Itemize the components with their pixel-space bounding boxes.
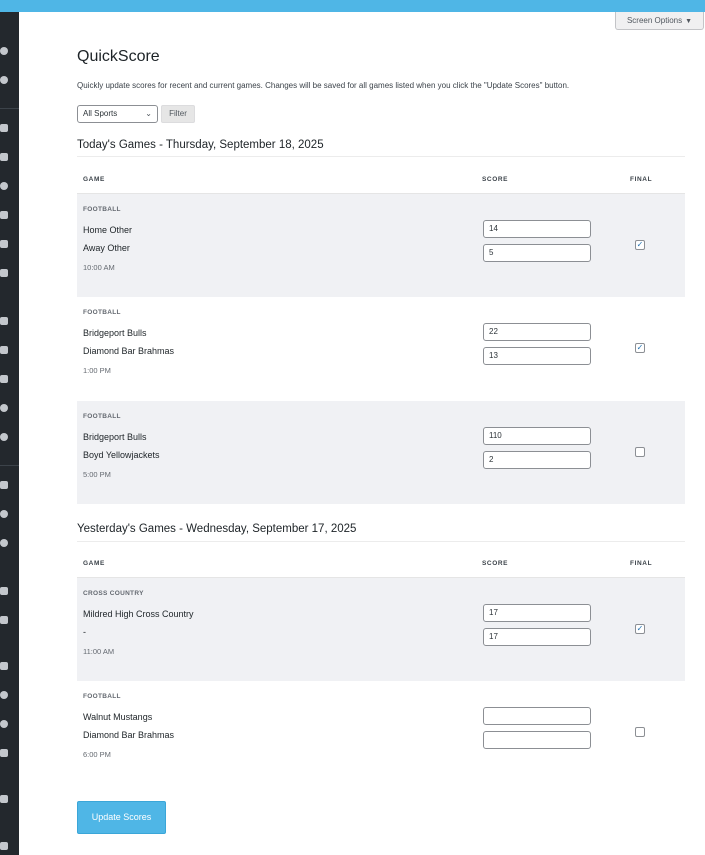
column-header-game: GAME — [83, 176, 105, 183]
scoreboard-icon[interactable] — [0, 433, 8, 441]
home-score-input[interactable]: 22 — [483, 323, 591, 341]
screen-options-label: Screen Options — [626, 16, 683, 25]
list-icon[interactable] — [0, 691, 8, 699]
calendar-icon[interactable] — [0, 375, 8, 383]
folder-icon[interactable] — [0, 749, 8, 757]
checkmark-icon: ✓ — [636, 343, 644, 352]
away-score-input[interactable]: 13 — [483, 347, 591, 365]
section-divider — [77, 156, 685, 157]
checkmark-icon: ✓ — [636, 624, 644, 633]
away-team: Boyd Yellowjackets — [83, 450, 160, 460]
column-header-score: SCORE — [482, 176, 509, 183]
game-row — [77, 401, 685, 504]
home-team: Walnut Mustangs — [83, 712, 153, 722]
game-time: 5:00 PM — [83, 470, 111, 479]
sport-select-value: All Sports — [83, 109, 118, 118]
away-score-input[interactable]: 5 — [483, 244, 591, 262]
game-row — [77, 194, 685, 297]
pin-icon[interactable] — [0, 124, 8, 132]
away-score-input[interactable] — [483, 731, 591, 749]
sport-ball-icon[interactable] — [0, 404, 8, 412]
section-divider — [77, 541, 685, 542]
close-circle-icon[interactable] — [0, 720, 8, 728]
update-scores-button[interactable]: Update Scores — [77, 801, 166, 834]
column-header-final: FINAL — [630, 560, 653, 567]
game-sport: FOOTBALL — [83, 206, 121, 213]
tag-icon[interactable] — [0, 662, 8, 670]
music-icon[interactable] — [0, 317, 8, 325]
home-score-input[interactable] — [483, 707, 591, 725]
palette-icon[interactable] — [0, 539, 8, 547]
section-title-today: Today's Games - Thursday, September 18, 2025 — [77, 139, 324, 151]
caret-down-icon: ▼ — [685, 18, 693, 25]
sidebar-divider — [0, 108, 19, 109]
home-score-input[interactable]: 110 — [483, 427, 591, 445]
section-title-yesterday: Yesterday's Games - Wednesday, September 17, 2025 — [77, 523, 357, 535]
school-icon[interactable] — [0, 346, 8, 354]
away-team: Diamond Bar Brahmas — [83, 730, 175, 740]
game-time: 11:00 AM — [83, 647, 115, 656]
screen-options-button[interactable] — [615, 12, 704, 30]
grid-icon[interactable] — [0, 842, 8, 850]
final-checkbox[interactable] — [635, 343, 645, 353]
mail-icon[interactable] — [0, 481, 8, 489]
column-header-final: FINAL — [630, 176, 653, 183]
column-header-score: SCORE — [482, 560, 509, 567]
gear-icon[interactable] — [0, 510, 8, 518]
clock-icon[interactable] — [0, 76, 8, 84]
away-team: Away Other — [83, 243, 130, 253]
away-team: - — [83, 627, 86, 637]
home-score-input[interactable]: 14 — [483, 220, 591, 238]
home-team: Bridgeport Bulls — [83, 432, 147, 442]
final-checkbox[interactable] — [635, 447, 645, 457]
final-checkbox[interactable] — [635, 240, 645, 250]
dashboard-icon[interactable] — [0, 47, 8, 55]
home-team: Mildred High Cross Country — [83, 609, 194, 619]
away-score-input[interactable]: 2 — [483, 451, 591, 469]
game-row — [77, 681, 685, 781]
game-sport: CROSS COUNTRY — [83, 590, 144, 597]
final-checkbox[interactable] — [635, 624, 645, 634]
chevron-down-icon: ⌄ — [145, 109, 152, 118]
chart-icon[interactable] — [0, 795, 8, 803]
game-time: 6:00 PM — [83, 750, 111, 759]
building-icon[interactable] — [0, 616, 8, 624]
game-row — [77, 578, 685, 681]
share-icon[interactable] — [0, 153, 8, 161]
upload-icon[interactable] — [0, 269, 8, 277]
game-time: 10:00 AM — [83, 263, 115, 272]
filter-button[interactable]: Filter — [161, 105, 195, 123]
game-sport: FOOTBALL — [83, 693, 121, 700]
search-icon[interactable] — [0, 182, 8, 190]
page-description: Quickly update scores for recent and current games. Changes will be saved for all games listed when you click the "Update Scores" button. — [77, 81, 570, 90]
image-icon[interactable] — [0, 240, 8, 248]
home-team: Bridgeport Bulls — [83, 328, 147, 338]
away-team: Diamond Bar Brahmas — [83, 346, 175, 356]
game-time: 1:00 PM — [83, 366, 111, 375]
game-sport: FOOTBALL — [83, 413, 121, 420]
game-row — [77, 297, 685, 401]
layout-icon[interactable] — [0, 587, 8, 595]
game-sport: FOOTBALL — [83, 309, 121, 316]
document-icon[interactable] — [0, 211, 8, 219]
away-score-input[interactable]: 17 — [483, 628, 591, 646]
column-header-game: GAME — [83, 560, 105, 567]
home-score-input[interactable]: 17 — [483, 604, 591, 622]
admin-sidebar — [0, 12, 19, 855]
sidebar-divider — [0, 465, 19, 466]
final-checkbox[interactable] — [635, 727, 645, 737]
page-title: QuickScore — [77, 48, 160, 65]
sport-select[interactable] — [77, 105, 158, 123]
home-team: Home Other — [83, 225, 133, 235]
checkmark-icon: ✓ — [636, 240, 644, 249]
top-banner — [0, 0, 705, 12]
